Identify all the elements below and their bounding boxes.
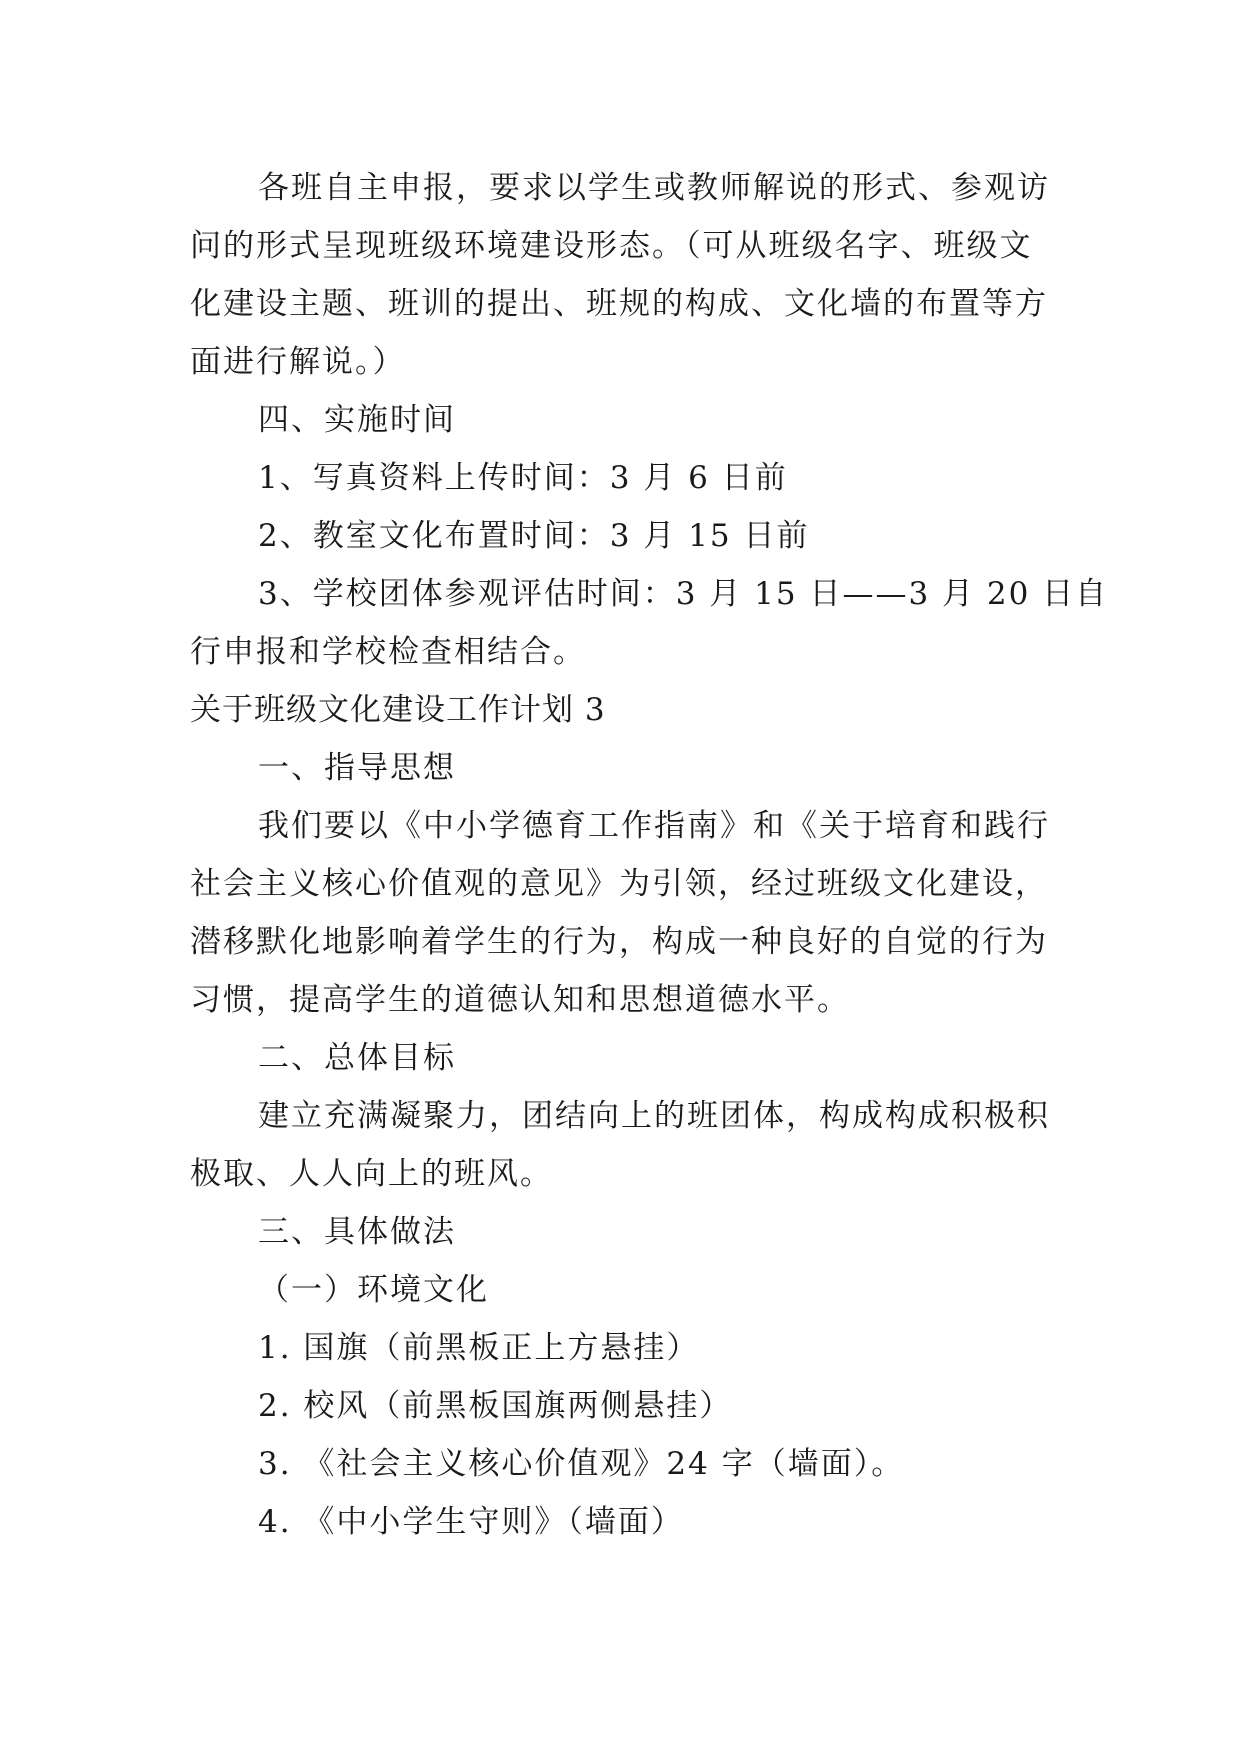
paragraph-line: 极取、人人向上的班风。 [190, 1156, 553, 1192]
section-heading: 二、总体目标 [258, 1040, 456, 1076]
list-item: 1、写真资料上传时间：3 月 6 日前 [258, 460, 788, 496]
list-item: 2、教室文化布置时间：3 月 15 日前 [258, 518, 810, 554]
list-item: 1. 国旗（前黑板正上方悬挂） [258, 1330, 700, 1366]
paragraph-line: 建立充满凝聚力，团结向上的班团体，构成构成积极积 [258, 1098, 1050, 1134]
list-item: 4. 《中小学生守则》（墙面） [258, 1504, 684, 1540]
paragraph-line: 潜移默化地影响着学生的行为，构成一种良好的自觉的行为 [190, 924, 1048, 960]
paragraph-line: 问的形式呈现班级环境建设形态。（可从班级名字、班级文 [190, 228, 1033, 264]
list-item: 3. 《社会主义核心价值观》24 字（墙面）。 [258, 1446, 905, 1482]
document-subtitle: 关于班级文化建设工作计划 3 [190, 692, 606, 728]
paragraph-line: 社会主义核心价值观的意见》为引领，经过班级文化建设， [190, 866, 1048, 902]
paragraph-line: 行申报和学校检查相结合。 [190, 634, 586, 670]
paragraph-line: 化建设主题、班训的提出、班规的构成、文化墙的布置等方 [190, 286, 1048, 322]
subsection-heading: （一）环境文化 [258, 1272, 489, 1308]
list-item: 2. 校风（前黑板国旗两侧悬挂） [258, 1388, 733, 1424]
section-heading: 三、具体做法 [258, 1214, 456, 1250]
paragraph-line: 各班自主申报，要求以学生或教师解说的形式、参观访 [258, 170, 1050, 206]
paragraph-line: 面进行解说。） [190, 344, 406, 380]
paragraph-line: 我们要以《中小学德育工作指南》和《关于培育和践行 [258, 808, 1050, 844]
paragraph-line: 习惯，提高学生的道德认知和思想道德水平。 [190, 982, 850, 1018]
list-item: 3、学校团体参观评估时间：3 月 15 日——3 月 20 日自 [258, 576, 1109, 612]
section-heading: 四、实施时间 [258, 402, 456, 438]
section-heading: 一、指导思想 [258, 750, 456, 786]
